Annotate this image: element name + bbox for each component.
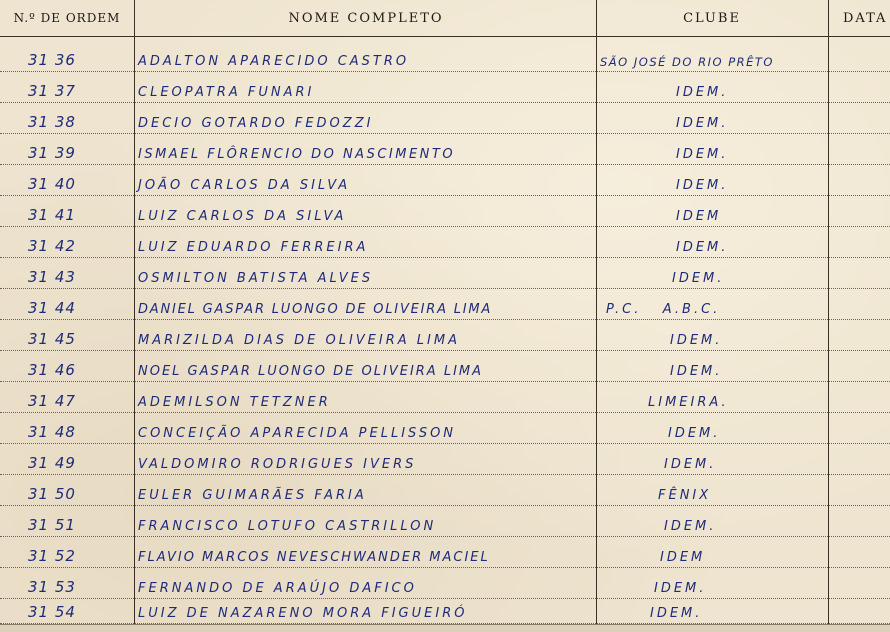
table-row bbox=[0, 413, 890, 444]
table-row bbox=[0, 537, 890, 568]
club-name: IDEM. bbox=[676, 147, 729, 162]
club-name: SÃO JOSÉ DO RIO PRÊTO bbox=[600, 55, 774, 69]
full-name: ISMAEL FLÔRENCIO DO NASCIMENTO bbox=[138, 147, 456, 162]
full-name: FRANCISCO LOTUFO CASTRILLON bbox=[138, 519, 437, 534]
table-row bbox=[0, 475, 890, 506]
club-name: FÊNIX bbox=[658, 488, 712, 503]
table-row bbox=[0, 227, 890, 258]
header-numero: N.º DE ORDEM bbox=[13, 11, 121, 25]
table-row bbox=[0, 444, 890, 475]
table-row bbox=[0, 196, 890, 227]
club-name: IDEM. bbox=[672, 271, 725, 286]
order-number: 31 38 bbox=[28, 113, 76, 131]
table-row bbox=[0, 320, 890, 351]
order-number: 31 40 bbox=[28, 175, 76, 193]
full-name: ADEMILSON TETZNER bbox=[138, 395, 331, 410]
order-number: 31 43 bbox=[28, 268, 76, 286]
club-name: IDEM. bbox=[668, 426, 721, 441]
header-clube: CLUBE bbox=[683, 10, 741, 26]
table-row bbox=[0, 593, 890, 624]
order-number: 31 46 bbox=[28, 361, 76, 379]
order-number: 31 45 bbox=[28, 330, 76, 348]
club-name: IDEM. bbox=[664, 457, 717, 472]
club-name: IDEM. bbox=[670, 364, 723, 379]
full-name: VALDOMIRO RODRIGUES IVERS bbox=[138, 457, 417, 472]
club-name: IDEM. bbox=[654, 581, 707, 596]
club-name: IDEM bbox=[660, 550, 706, 565]
order-number: 31 37 bbox=[28, 82, 76, 100]
full-name: OSMILTON BATISTA ALVES bbox=[138, 271, 374, 286]
club-name: IDEM. bbox=[676, 85, 729, 100]
club-name: IDEM. bbox=[664, 519, 717, 534]
full-name: LUIZ CARLOS DA SILVA bbox=[138, 209, 347, 224]
club-name: IDEM. bbox=[676, 116, 729, 131]
table-row bbox=[0, 258, 890, 289]
order-number: 31 47 bbox=[28, 392, 76, 410]
table-row bbox=[0, 41, 890, 72]
table-row bbox=[0, 382, 890, 413]
order-number: 31 48 bbox=[28, 423, 76, 441]
order-number: 31 52 bbox=[28, 547, 76, 565]
full-name: ADALTON APARECIDO CASTRO bbox=[138, 54, 410, 69]
full-name: FERNANDO DE ARAÚJO DAFICO bbox=[138, 581, 417, 596]
header-nome: NOME COMPLETO bbox=[288, 10, 444, 26]
table-row bbox=[0, 506, 890, 537]
table-row bbox=[0, 165, 890, 196]
club-name: IDEM. bbox=[676, 240, 729, 255]
order-number: 31 36 bbox=[28, 51, 76, 69]
order-number: 31 44 bbox=[28, 299, 76, 317]
header-data: DATA bbox=[843, 10, 888, 26]
full-name: DANIEL GASPAR LUONGO DE OLIVEIRA LIMA bbox=[138, 302, 493, 317]
club-name: IDEM. bbox=[670, 333, 723, 348]
full-name: CONCEIÇÃO APARECIDA PELLISSON bbox=[138, 426, 457, 441]
order-number: 31 42 bbox=[28, 237, 76, 255]
full-name: FLAVIO MARCOS NEVESCHWANDER MACIEL bbox=[138, 550, 490, 565]
full-name: JOÃO CARLOS DA SILVA bbox=[138, 178, 351, 193]
order-number: 31 50 bbox=[28, 485, 76, 503]
full-name: LUIZ DE NAZARENO MORA FIGUEIRÓ bbox=[138, 606, 468, 621]
table-row bbox=[0, 72, 890, 103]
club-name: P.C. A.B.C. bbox=[606, 302, 721, 317]
order-number: 31 54 bbox=[28, 603, 76, 621]
table-row bbox=[0, 289, 890, 320]
club-name: IDEM. bbox=[676, 178, 729, 193]
order-number: 31 41 bbox=[28, 206, 76, 224]
club-name: IDEM bbox=[676, 209, 722, 224]
full-name: LUIZ EDUARDO FERREIRA bbox=[138, 240, 369, 255]
table-row bbox=[0, 134, 890, 165]
full-name: CLEOPATRA FUNARI bbox=[138, 85, 315, 100]
full-name: MARIZILDA DIAS DE OLIVEIRA LIMA bbox=[138, 333, 460, 348]
full-name: EULER GUIMARÃES FARIA bbox=[138, 488, 367, 503]
order-number: 31 49 bbox=[28, 454, 76, 472]
table-row bbox=[0, 103, 890, 134]
table-row bbox=[0, 351, 890, 382]
club-name: IDEM. bbox=[650, 606, 703, 621]
order-number: 31 39 bbox=[28, 144, 76, 162]
order-number: 31 53 bbox=[28, 578, 76, 596]
club-name: LIMEIRA. bbox=[648, 395, 729, 410]
order-number: 31 51 bbox=[28, 516, 76, 534]
full-name: NOEL GASPAR LUONGO DE OLIVEIRA LIMA bbox=[138, 364, 484, 379]
full-name: DECIO GOTARDO FEDOZZI bbox=[138, 116, 374, 131]
